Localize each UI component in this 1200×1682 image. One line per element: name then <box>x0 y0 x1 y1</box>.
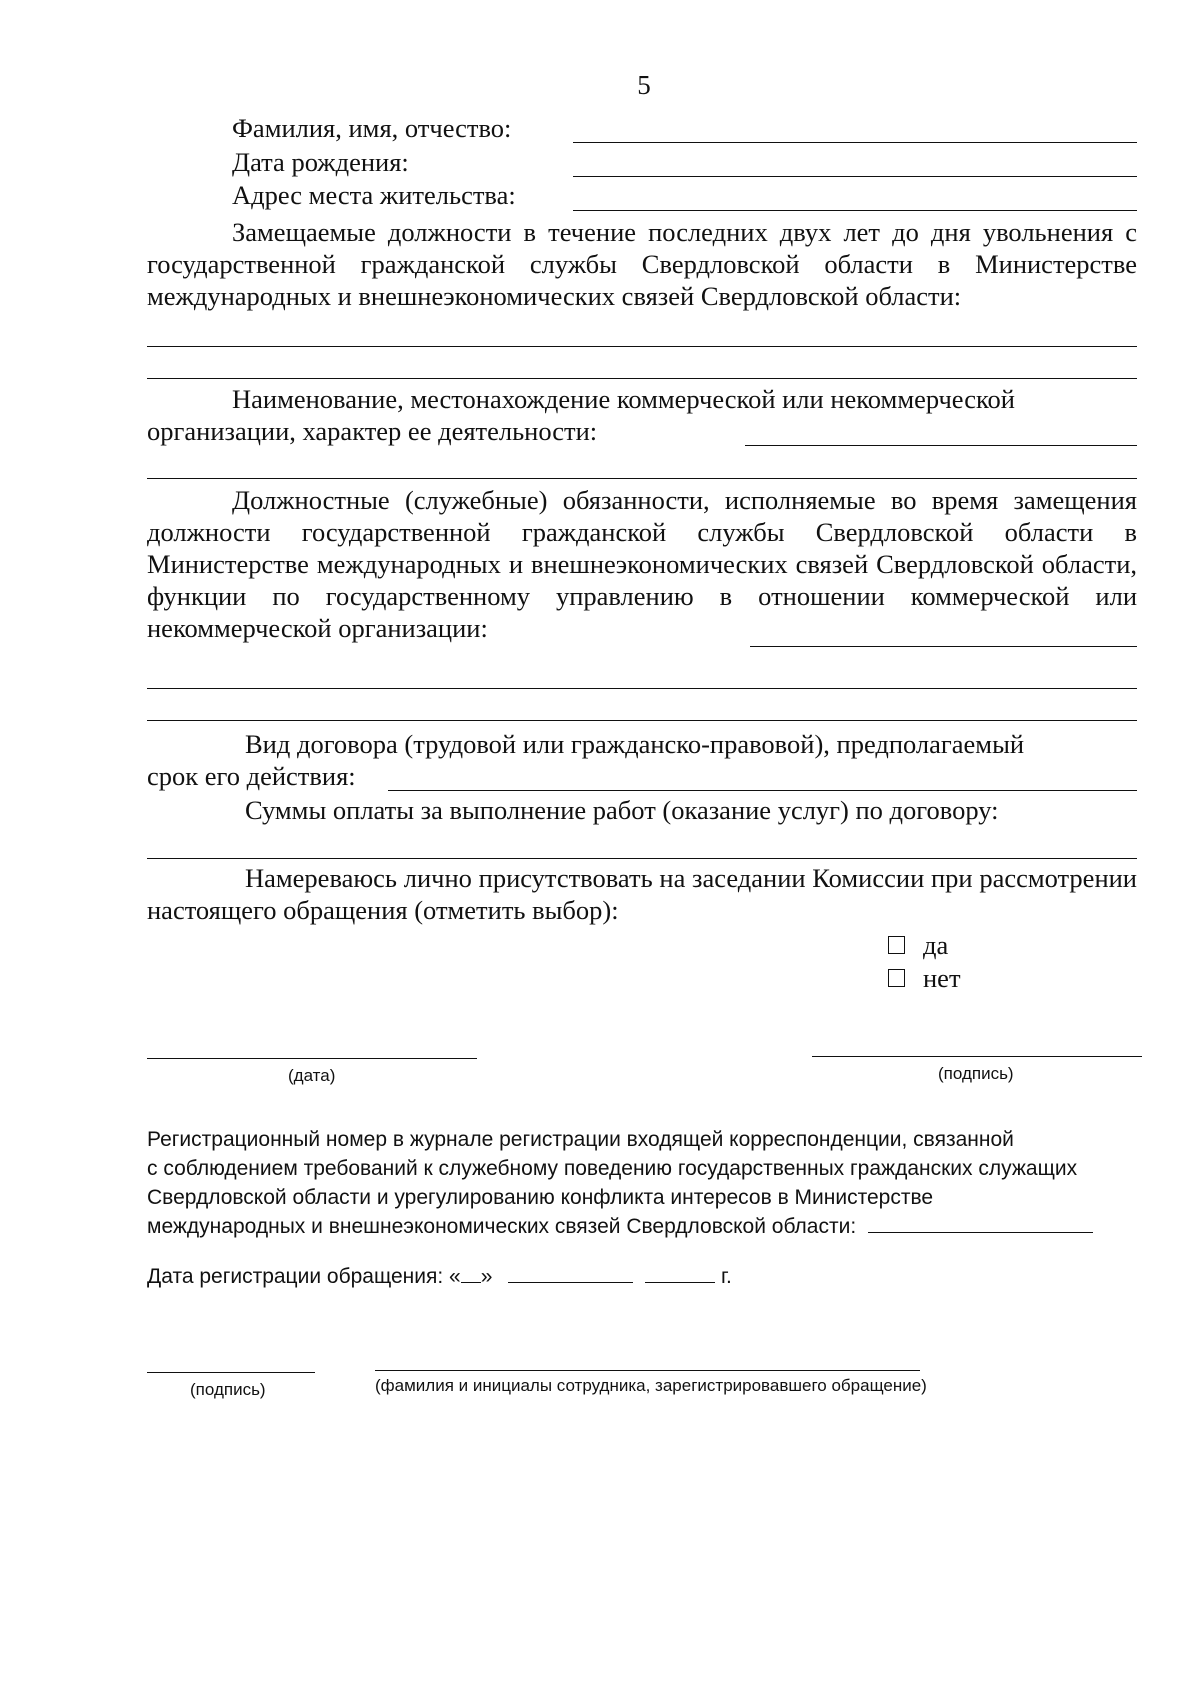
option-no[interactable] <box>888 962 961 994</box>
page-number: 5 <box>637 70 651 100</box>
signature-caption: (подпись) <box>938 1064 1014 1083</box>
checkbox-yes[interactable] <box>888 936 905 954</box>
registration-line-3: Свердловской области и урегулированию конфликта интересов в Министерстве <box>147 1186 934 1209</box>
registration-line-4-text: международных и внешнеэкономических связей Свердловской области: <box>147 1215 857 1238</box>
registration-number-field[interactable] <box>868 1232 1093 1233</box>
attend-paragraph: Намереваюсь лично присутствовать на заседании Комиссии при рассмотрении настоящего обращения (отметить выбор): <box>147 863 1137 925</box>
fio-field-line[interactable] <box>573 142 1137 143</box>
registration-date-suffix: г. <box>720 1265 732 1288</box>
registration-date-mid: » <box>480 1265 493 1288</box>
fio-label: Фамилия, имя, отчество: <box>232 113 512 143</box>
option-yes[interactable] <box>888 929 948 961</box>
fio-row <box>232 112 1136 144</box>
org-line-2[interactable] <box>147 478 1137 479</box>
birth-label: Дата рождения: <box>232 147 409 177</box>
org-field-line[interactable] <box>745 445 1137 446</box>
duties-line-2[interactable] <box>147 688 1137 689</box>
org-paragraph-line2: организации, характер ее деятельности: <box>147 416 598 446</box>
positions-line-2[interactable] <box>147 378 1137 379</box>
registration-date-row <box>147 1262 1147 1291</box>
registration-date-prefix: Дата регистрации обращения: « <box>147 1265 461 1288</box>
registrar-signature-caption: (подпись) <box>190 1380 266 1399</box>
employee-name-caption: (фамилия и инициалы сотрудника, зарегистрировавшего обращение) <box>375 1376 927 1395</box>
employee-name-line[interactable] <box>375 1370 920 1371</box>
registration-block <box>147 1125 1147 1241</box>
registrar-signature-line[interactable] <box>147 1372 315 1373</box>
duties-line-3[interactable] <box>147 720 1137 721</box>
address-label: Адрес места жительства: <box>232 180 516 210</box>
birth-row <box>232 146 1136 178</box>
duties-paragraph: Должностные (служебные) обязанности, исполняемые во время замещения должности государственной гражданской службы Свердловской области в Министерстве международных и внешнеэкономических связей Свердловской области, функции по государственному управлению в отношении коммерческой или некоммерческой организации: <box>147 485 1137 643</box>
option-no-label: нет <box>923 963 961 993</box>
option-yes-label: да <box>923 930 949 960</box>
date-line[interactable] <box>147 1058 477 1059</box>
duties-field-line[interactable] <box>750 646 1137 647</box>
org-paragraph-line1: Наименование, местонахождение коммерческой или некоммерческой <box>232 384 1015 414</box>
registration-year-field[interactable] <box>645 1282 715 1283</box>
address-row <box>232 179 1136 211</box>
registration-line-4 <box>147 1212 1147 1241</box>
address-field-line[interactable] <box>573 210 1137 211</box>
checkbox-no[interactable] <box>888 969 905 987</box>
birth-field-line[interactable] <box>573 176 1137 177</box>
payment-line[interactable] <box>147 858 1137 859</box>
date-caption: (дата) <box>288 1066 336 1085</box>
registration-month-field[interactable] <box>508 1282 633 1283</box>
registration-line-2: с соблюдением требований к служебному поведению государственных гражданских служащих <box>147 1157 1078 1180</box>
contract-line2: срок его действия: <box>147 761 356 791</box>
registration-line-1: Регистрационный номер в журнале регистрации входящей корреспонденции, связанной <box>147 1128 1014 1151</box>
positions-paragraph: Замещаемые должности в течение последних двух лет до дня увольнения с государственной гражданской службы Свердловской области в Министерстве международных и внешнеэкономических связей Свердловской области: <box>147 217 1137 311</box>
registration-day-field[interactable] <box>461 1282 481 1283</box>
signature-line[interactable] <box>812 1056 1142 1057</box>
positions-line-1[interactable] <box>147 346 1137 347</box>
contract-line1: Вид договора (трудовой или гражданско-правовой), предполагаемый <box>245 729 1025 759</box>
contract-field-line[interactable] <box>388 790 1137 791</box>
payment-text: Суммы оплаты за выполнение работ (оказание услуг) по договору: <box>245 795 999 825</box>
